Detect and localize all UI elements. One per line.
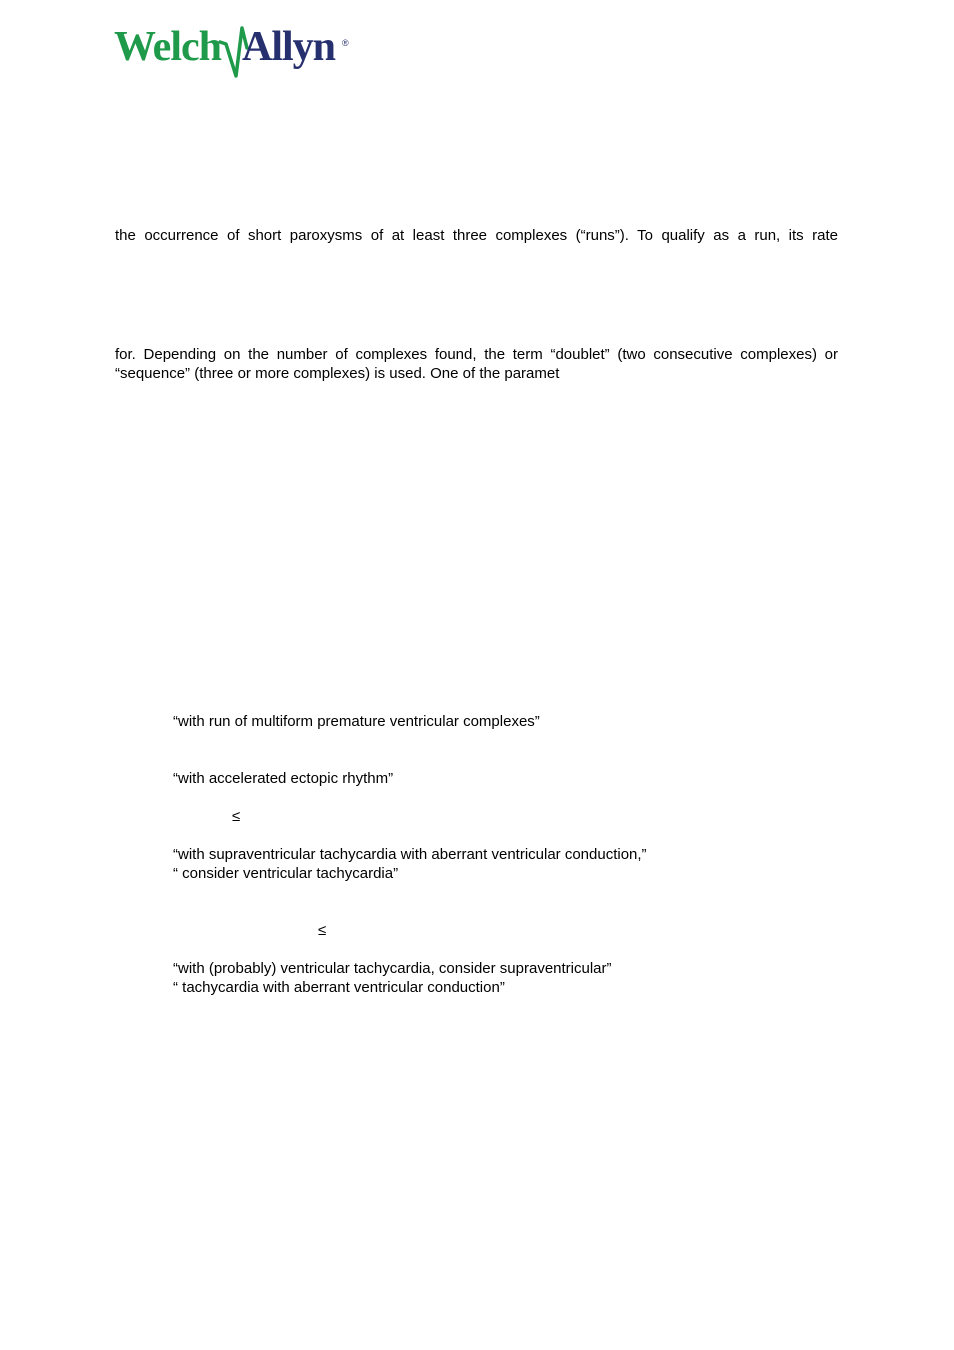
statement-vt-consider-svt-line-2: “ tachycardia with aberrant ventricular conduction” [173,979,505,996]
less-equal-symbol-2: ≤ [318,922,327,939]
logo-registered-mark: ® [342,38,349,48]
paragraph-2-line-2: “sequence” (three or more complexes) is used. One of the paramet [115,365,560,382]
statement-vt-consider-svt-line-1: “with (probably) ventricular tachycardia, consider supraventricular” [173,960,612,977]
less-equal-symbol-1: ≤ [232,808,241,825]
logo-welch-text: Welch [114,24,221,70]
paragraph-2-line-1: for. Depending on the number of complexes found, the term “doublet” (two consecutive complexes) or [115,346,838,363]
paragraph-1-line-1: the occurrence of short paroxysms of at least three complexes (“runs”). To qualify as a run, its rate [115,227,838,244]
statement-svt-aberrant-line-1: “with supraventricular tachycardia with aberrant ventricular conduction,” [173,846,647,863]
statement-run-multiform-pvc: “with run of multiform premature ventricular complexes” [173,713,540,730]
statement-accelerated-ectopic-rhythm: “with accelerated ectopic rhythm” [173,770,394,787]
welch-allyn-logo [114,22,354,82]
logo-allyn-text: Allyn [242,24,336,70]
statement-svt-aberrant-line-2: “ consider ventricular tachycardia” [173,865,399,882]
